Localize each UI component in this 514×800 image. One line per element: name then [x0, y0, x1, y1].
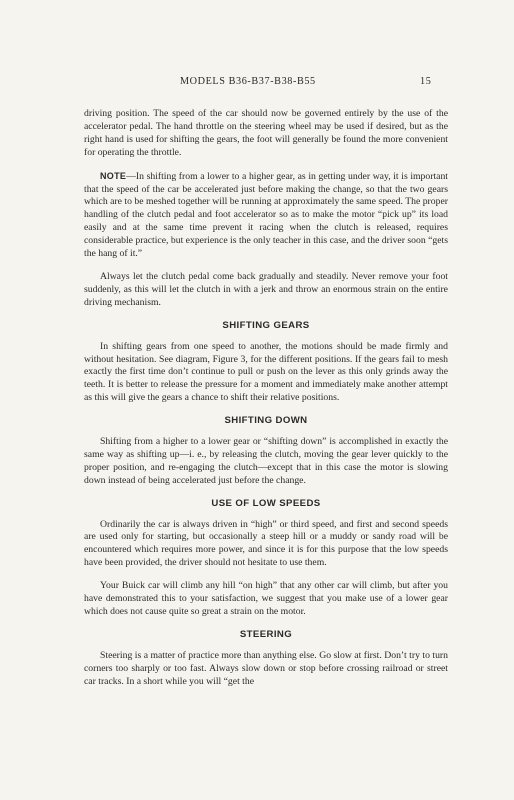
page-number: 15 [420, 76, 432, 87]
page-header [0, 76, 514, 90]
heading-shifting-down: SHIFTING DOWN [224, 415, 308, 427]
heading-steering: STEERING [239, 628, 293, 640]
note-label: NOTE [100, 170, 127, 181]
shifting-gears-paragraph: In shifting gears from one speed to another, the motions should be made firmly and without hesitation. See diagram, Figure 3, for the different positions. If the gears fail to mesh exactly the first time don’t continue to pull or push on the lever as this only grinds away the teeth. It is better to release the pressure for a moment and immediately make another attempt as this will give the gears a chance to shift their relative positions. [84, 340, 448, 404]
low-speeds-paragraph-2: Your Buick car will climb any hill “on high” that any other car will climb, but after you have demonstrated this to your satisfaction, we suggest that you make use of a lower gear which does not cause quite so great a strain on the motor. [84, 580, 448, 617]
page-body [84, 108, 448, 699]
running-title: MODELS B36-B37-B38-B55 [180, 76, 316, 87]
low-speeds-paragraph-1: Ordinarily the car is always driven in “high” or third speed, and first and second speeds are used only for starting, but occasionally a steep hill or a muddy or sandy road will be encountered which requires more power, and since it is for this purpose that the low speeds have been provided, the driver should not hesitate to use them. [84, 518, 448, 569]
continued-paragraph: driving position. The speed of the car should now be governed entirely by the use of the accelerator pedal. The hand throttle on the steering wheel may be used if desired, but as the right hand is used for shifting the gears, the foot will generally be found the more convenient for operating the throttle. [84, 108, 448, 158]
heading-low-speeds: USE OF LOW SPEEDS [211, 497, 321, 509]
steering-paragraph: Steering is a matter of practice more than anything else. Go slow at first. Don’t try to turn corners too sharply or too fast. Always slow down or stop before crossing railroad or street car tracks. In a short while you will “get the [84, 649, 448, 687]
note-text: —In shifting from a lower to a higher gear, as in getting under way, it is important that the speed of the car be accelerated just before making the change, so that the two gears which are to be meshed together will be running at approximately the same speed. The proper handling of the clutch pedal and foot accelerator so as to make the motor “pick up” its load easily and at the same time prevent it racing when the clutch is released, requires considerable practice, but experience is the only teacher in this case, and the driver soon “gets the hang of it.” [84, 170, 448, 260]
note-paragraph [84, 170, 448, 261]
clutch-paragraph: Always let the clutch pedal come back gradually and steadily. Never remove your foot suddenly, as this will let the clutch in with a jerk and throw an enormous strain on the entire driving mechanism. [84, 270, 448, 308]
shifting-down-paragraph: Shifting from a higher to a lower gear or “shifting down” is accomplished in exactly the same way as shifting up—i. e., by releasing the clutch, moving the gear lever quickly to the proper position, and re-engaging the clutch—except that in this case the motor is slowing down instead of being accelerated just before the change. [84, 436, 448, 486]
heading-shifting-gears: SHIFTING GEARS [222, 319, 310, 331]
